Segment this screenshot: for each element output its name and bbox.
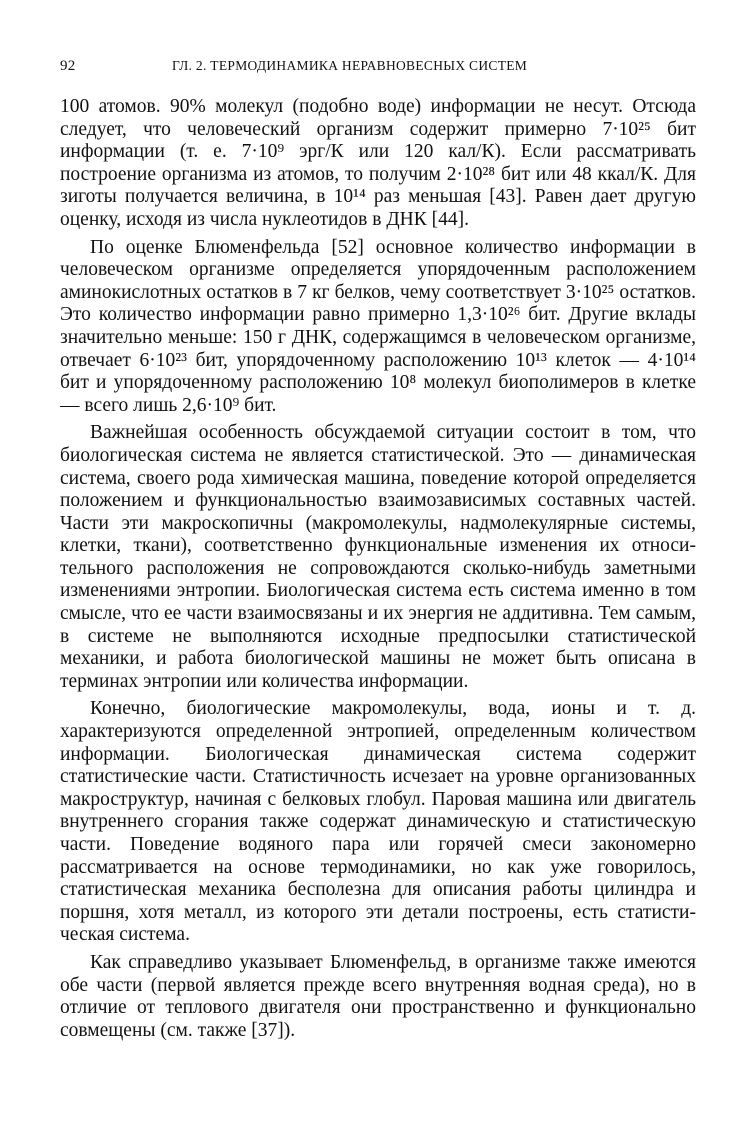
paragraph: Важнейшая особенность обсуждаемой ситуации состоит в том, что биологическая система не является статистической. Это — динамическая система, своего рода химическая машина, поведение которой определяется положением и функциональностью взаимозависимых составных частей. Части эти макроскопичны (макромолекулы, надмолекулярные системы, клетки, ткани), соответственно функциональные изменения их относительного расположения не сопровождаются сколько-нибудь заметными изменениями энтропии. Биологическая система есть система именно в том смысле, что ее части взаимосвязаны и их энергия не аддитивна. Тем самым, в системе не выполняются исходные предпосылки статистической механики, и работа биологической машины не может быть описана в терминах энтропии или количества информации. [60, 422, 696, 692]
paragraph: 100 атомов. 90% молекул (подобно воде) информации не несут. Отсюда следует, что человеческий организм содержит примерно 7·10²⁵ бит информации (т. е. 7·10⁹ эрг/К или 120 кал/К). Если рассматривать построение организма из атомов, то получим 2·10²⁸ бит или 48 ккал/К. Для зиготы получается величина, в 10¹⁴ раз меньшая [43]. Равен дает другую оценку, исходя из числа нуклеотидов в ДНК [44]. [60, 96, 696, 230]
paragraph: Конечно, биологические макромолекулы, вода, ионы и т. д. характеризуются определенной энтропией, определенным количеством информации. Биологическая динамическая система содержит статистические части. Статистичность исчезает на уровне организованных макроструктур, начиная с белковых глобул. Паровая машина или двигатель внутреннего сгорания также содержат динамическую и статистическую части. Поведение водяного пара или горячей смеси закономерно рассматривается на основе термодинамики, но как уже говорилось, статистическая механика бесполезна для описания работы цилиндра и поршня, хотя металл, из которого эти детали построены, есть статистическая система. [60, 698, 696, 946]
page-number: 92 [60, 58, 76, 74]
page-header [60, 58, 696, 78]
running-head: ГЛ. 2. ТЕРМОДИНАМИКА НЕРАВНОВЕСНЫХ СИСТЕМ [172, 58, 528, 73]
paragraph: Как справедливо указывает Блюменфельд, в организме также имеются обе части (первой является прежде всего внутренняя водная среда), но в отличие от теплового двигателя они пространственно и функционально совмещены (см. также [37]). [60, 951, 696, 1041]
body-text [60, 96, 696, 1042]
paragraph: По оценке Блюменфельда [52] основное количество информации в человеческом организме определяется упорядоченным расположением аминокислотных остатков в 7 кг белков, чему соответствует 3·10²⁵ остатков. Это количество информации равно примерно 1,3·10²⁶ бит. Другие вклады значительно меньше: 150 г ДНК, содержащимся в человеческом организме, отвечает 6·10²³ бит, упорядоченному расположению 10¹³ клеток — 4·10¹⁴ бит и упорядоченному расположению 10⁸ молекул биополимеров в клетке — всего лишь 2,6·10⁹ бит. [60, 236, 696, 416]
